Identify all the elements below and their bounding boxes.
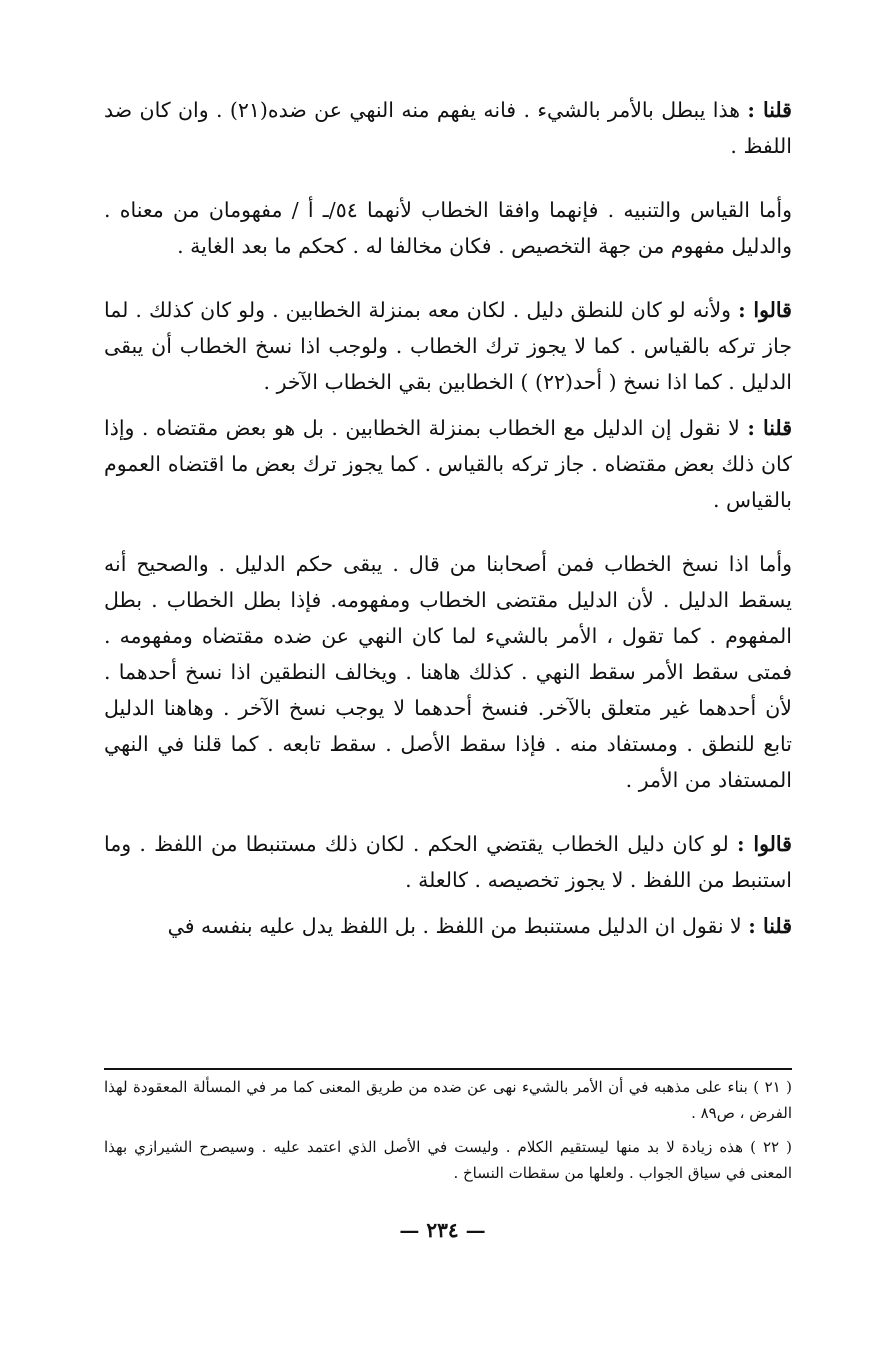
paragraph-lead: قالوا : bbox=[736, 832, 792, 856]
paragraph-text: هذا يبطل بالأمر بالشيء . فانه يفهم منه النهي عن ضده(٢١) . وان كان ضد اللفظ . bbox=[104, 98, 792, 158]
paragraph-6 bbox=[104, 826, 792, 898]
paragraph-3 bbox=[104, 292, 792, 400]
footnotes bbox=[104, 1074, 792, 1194]
footnote-22: ( ٢٢ ) هذه زيادة لا بد منها ليستقيم الكلام . وليست في الأصل الذي اعتمد عليه . وسيصرح الشيرازي بهذا المعنى في سياق الجواب . ولعلها من سقطات النساخ . bbox=[104, 1138, 792, 1182]
paragraph-7 bbox=[104, 908, 792, 944]
paragraph-text: ولأنه لو كان للنطق دليل . لكان معه بمنزلة الخطابين . ولو كان كذلك . لما جاز تركه بالقياس . كما لا يجوز ترك الخطاب . ولوجب اذا نسخ الخطاب أن يبقى الدليل . كما اذا نسخ ( أحد(٢٢) ) الخطابين بقي الخطاب الآخر . bbox=[104, 298, 792, 394]
paragraph-4 bbox=[104, 410, 792, 518]
paragraph-text: وأما اذا نسخ الخطاب فمن أصحابنا من قال . يبقى حكم الدليل . والصحيح أنه يسقط الدليل . لأن الدليل مقتضى الخطاب ومفهومه. فإذا بطل الخطاب . بطل المفهوم . كما تقول ، الأمر بالشيء لما كان النهي عن ضده مقتضاه ومفهومه . فمتى سقط الأمر سقط النهي . كذلك هاهنا . ويخالف النطقين اذا نسخ أحدهما . لأن أحدهما غير متعلق بالآخر. فنسخ أحدهما لا يوجب نسخ الآخر . وهاهنا الدليل تابع للنطق . ومستفاد منه . فإذا سقط الأصل . سقط تابعه . كما قلنا في النهي المستفاد من الأمر . bbox=[104, 552, 792, 792]
paragraph-lead: قلنا : bbox=[747, 98, 792, 122]
paragraph-1 bbox=[104, 92, 792, 164]
paragraph-text: لا نقول إن الدليل مع الخطاب بمنزلة الخطابين . بل هو بعض مقتضاه . وإذا كان ذلك بعض مقتضاه . جاز تركه بالقياس . كما يجوز ترك بعض ما اقتضاه العموم بالقياس . bbox=[104, 416, 792, 512]
paragraph-5 bbox=[104, 546, 792, 798]
page-number: — ٢٣٤ — bbox=[399, 1218, 486, 1242]
paragraph-text: لا نقول ان الدليل مستنبط من اللفظ . بل اللفظ يدل عليه بنفسه في bbox=[167, 914, 742, 938]
paragraph-text: لو كان دليل الخطاب يقتضي الحكم . لكان ذلك مستنبطا من اللفظ . وما استنبط من اللفظ . لا يجوز تخصيصه . كالعلة . bbox=[104, 832, 792, 892]
paragraph-lead: قلنا : bbox=[748, 914, 792, 938]
main-text bbox=[104, 92, 792, 954]
paragraph-text: وأما القياس والتنبيه . فإنهما وافقا الخطاب لأنهما ٥٤/ـ أ / مفهومان من معناه . والدليل مفهوم من جهة التخصيص . فكان مخالفا له . كحكم ما بعد الغاية . bbox=[104, 198, 792, 258]
paragraph-2 bbox=[104, 192, 792, 264]
paragraph-lead: قالوا : bbox=[738, 298, 792, 322]
footnote-divider bbox=[104, 1068, 792, 1070]
paragraph-lead: قلنا : bbox=[747, 416, 792, 440]
footnote-21: ( ٢١ ) بناء على مذهبه في أن الأمر بالشيء نهى عن ضده من طريق المعنى كما مر في المسألة المعقودة لهذا الفرض ، ص٨٩ . bbox=[104, 1078, 792, 1122]
